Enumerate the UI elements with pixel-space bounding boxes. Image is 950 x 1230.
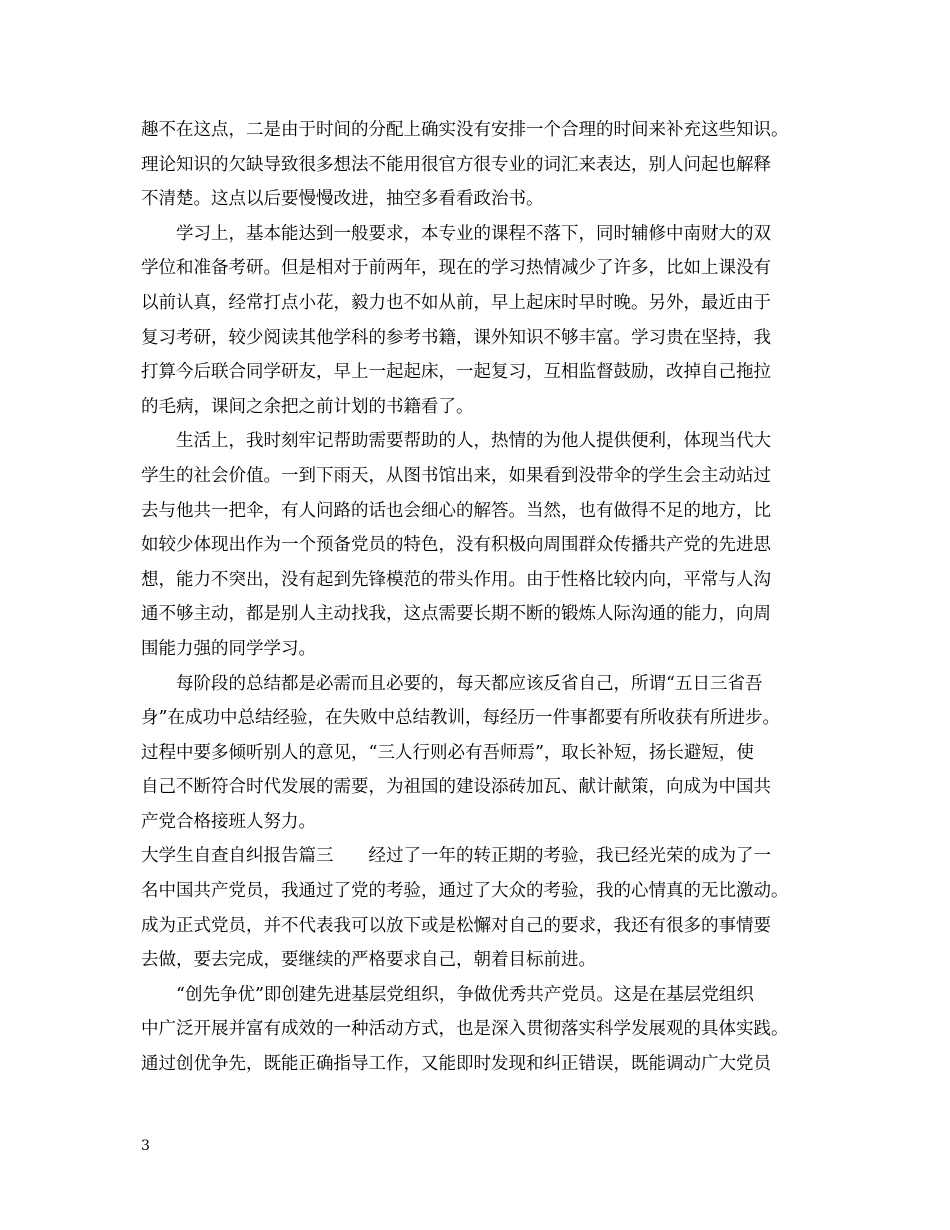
text-line: 不清楚。这点以后要慢慢改进，抽空多看看政治书。 (141, 189, 544, 210)
text-line: 名中国共产党员，我通过了党的考验，通过了大众的考验，我的心情真的无比激动。 (141, 881, 789, 902)
text-line: 去做，要去完成，要继续的严格要求自己，朝着目标前进。 (141, 950, 596, 971)
text-line: 的毛病，课间之余把之前计划的书籍看了。 (141, 396, 474, 417)
text-line: 围能力强的同学学习。 (141, 638, 316, 659)
text-line: 产党合格接班人努力。 (141, 811, 316, 832)
text-line: 趣不在这点，二是由于时间的分配上确实没有安排一个合理的时间来补充这些知识。 (141, 120, 789, 140)
text-line: 成为正式党员，并不代表我可以放下或是松懈对自己的要求，我还有很多的事情要 (141, 915, 771, 936)
text-line: 复习考研，较少阅读其他学科的参考书籍，课外知识不够丰富。学习贵在坚持，我 (141, 327, 771, 348)
text-line: 去与他共一把伞，有人问路的话也会细心的解答。当然，也有做得不足的地方，比 (141, 500, 771, 521)
text-line: 打算今后联合同学研友，早上一起起床，一起复习，互相监督鼓励，改掉自己拖拉 (141, 362, 771, 383)
text-line: 身”在成功中总结经验，在失败中总结教训，每经历一件事都要有所收获有所进步。 (141, 708, 780, 729)
text-line: 以前认真，经常打点小花，毅力也不如从前，早上起床时早时晚。另外，最近由于 (141, 292, 771, 313)
text-line: 过程中要多倾听别人的意见，“三人行则必有吾师焉”，取长补短，扬长避短，使 (141, 742, 754, 763)
text-line: 生活上，我时刻牢记帮助需要帮助的人，热情的为他人提供便利，体现当代大 (141, 431, 771, 452)
text-line: 学生的社会价值。一到下雨天，从图书馆出来，如果看到没带伞的学生会主动站过 (141, 465, 771, 486)
text-line: 通过创优争先，既能正确指导工作，又能即时发现和纠正错误，既能调动广大党员 (141, 1054, 771, 1075)
text-line: 学位和准备考研。但是相对于前两年，现在的学习热情减少了许多，比如上课没有 (141, 258, 771, 279)
text-line: 中广泛开展并富有成效的一种活动方式，也是深入贯彻落实科学发展观的具体实践。 (141, 1019, 789, 1040)
text-line: 自己不断符合时代发展的需要，为祖国的建设添砖加瓦、献计献策，向成为中国共 (141, 777, 771, 798)
text-line: 大学生自查自纠报告篇三 经过了一年的转正期的考验，我已经光荣的成为了一 (141, 846, 771, 867)
text-line: “创先争优”即创建先进基层党组织，争做优秀共产党员。这是在基层党组织 (141, 984, 754, 1005)
text-line: 如较少体现出作为一个预备党员的特色，没有积极向周围群众传播共产党的先进思 (141, 535, 771, 556)
body-text (141, 113, 831, 1082)
text-line: 理论知识的欠缺导致很多想法不能用很官方很专业的词汇来表达，别人问起也解释 (141, 154, 771, 175)
text-line: 通不够主动，都是别人主动找我，这点需要长期不断的锻炼人际沟通的能力，向周 (141, 604, 771, 625)
page-number: 3 (141, 1138, 150, 1154)
text-line: 学习上，基本能达到一般要求，本专业的课程不落下，同时辅修中南财大的双 (141, 223, 771, 244)
text-line: 每阶段的总结都是必需而且必要的，每天都应该反省自己，所谓“五日三省吾 (141, 673, 763, 694)
text-line: 想，能力不突出，没有起到先锋模范的带头作用。由于性格比较内向，平常与人沟 (141, 569, 771, 590)
